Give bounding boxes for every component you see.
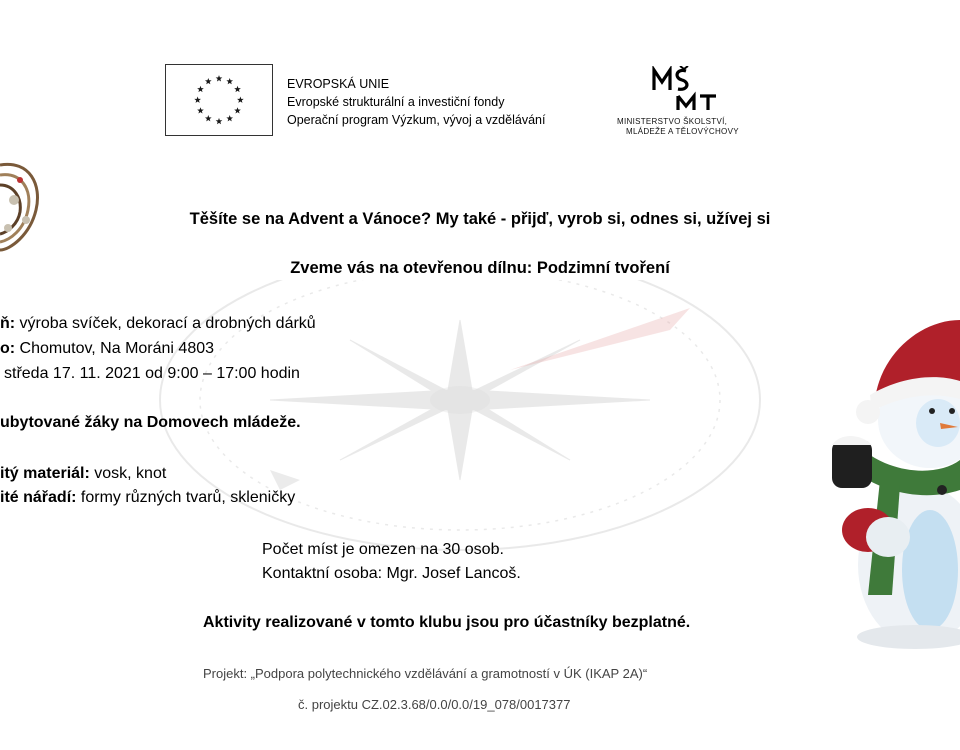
place-label: o: (0, 340, 16, 357)
eu-star-icon (197, 107, 204, 113)
msmt-name-line1: MINISTERSTVO ŠKOLSTVÍ, (617, 117, 728, 126)
eu-star-icon (216, 75, 223, 81)
eu-star-icon (237, 97, 244, 103)
place-line (0, 340, 214, 358)
eu-star-icon (205, 115, 212, 121)
project-number: č. projektu CZ.02.3.68/0.0/0.0/19_078/0017377 (298, 697, 571, 712)
tools-line (0, 489, 295, 507)
place-value: Chomutov, Na Moráni 4803 (15, 340, 215, 357)
eu-star-icon (205, 78, 212, 84)
invite-heading: Zveme vás na otevřenou dílnu: Podzimní tvoření (290, 259, 670, 277)
project-name: Projekt: „Podpora polytechnického vzdělávání a gramotností v ÚK (IKAP 2A)“ (203, 666, 648, 681)
eu-title: EVROPSKÁ UNIE (287, 77, 390, 91)
wreath-icon (0, 150, 50, 260)
eu-star-icon (234, 86, 241, 92)
eu-star-icon (216, 118, 223, 124)
eu-flag-logo (165, 64, 273, 136)
tools-label: ité nářadí: (0, 489, 77, 506)
snowman-icon (820, 315, 960, 650)
eu-star-icon (197, 86, 204, 92)
material-label: itý materiál: (0, 465, 90, 482)
msmt-name-line2: MLÁDEŽE A TĚLOVÝCHOVY (626, 127, 739, 136)
eu-funds-text: Evropské strukturální a investiční fondy (287, 95, 505, 109)
activity-line (0, 315, 316, 333)
free-note: Aktivity realizované v tomto klubu jsou pro účastníky bezplatné. (203, 614, 691, 631)
capacity-text: Počet míst je omezen na 30 osob. (262, 541, 504, 558)
tools-value: formy různých tvarů, skleničky (76, 489, 296, 506)
eu-star-icon (234, 107, 241, 113)
activity-value: výroba svíček, dekorací a drobných dárků (15, 315, 316, 332)
msmt-logo-icon (650, 66, 722, 112)
contact-text: Kontaktní osoba: Mgr. Josef Lancoš. (262, 565, 521, 582)
headline: Těšíte se na Advent a Vánoce? My také - přijď, vyrob si, odnes si, užívej si (189, 210, 771, 228)
eu-star-icon (194, 97, 201, 103)
audience-text: ubytované žáky na Domovech mládeže. (0, 414, 301, 431)
eu-star-icon (226, 115, 233, 121)
eu-star-icon (226, 78, 233, 84)
eu-program-text: Operační program Výzkum, vývoj a vzdělávání (287, 113, 546, 127)
audience-line (0, 414, 301, 432)
material-value: vosk, knot (89, 465, 167, 482)
material-line (0, 465, 166, 483)
date-line: středa 17. 11. 2021 od 9:00 – 17:00 hodin (4, 365, 300, 382)
activity-label: ň: (0, 315, 16, 332)
